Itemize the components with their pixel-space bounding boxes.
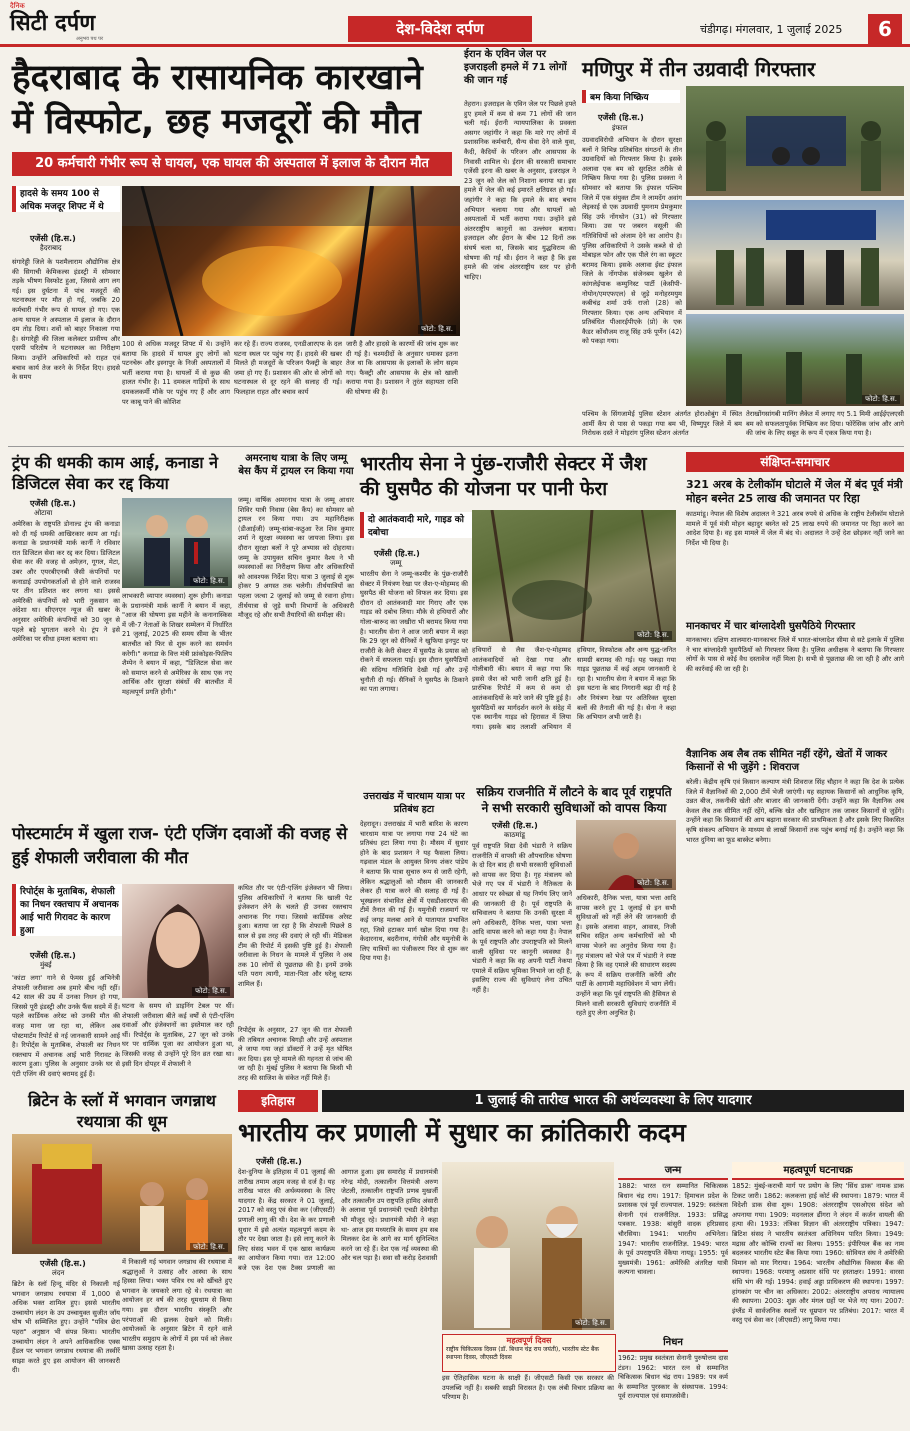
- manipur-photo-1: [686, 86, 904, 196]
- army-body: भारतीय सेना ने जम्मू-कश्मीर के पुंछ-राजौरी सेक्टर में नियंत्रण रेखा पर जैश-ए-मोहम्मद की घुसपैठ की योजना को विफल कर दिया। इस दौरान दो आतंकवादी मार गिराए और एक गाइड को दबोच लिया। मौके से हथियारों और गोला-बारूद का जखीरा भी बरामद किया गया है। भारतीय सेना ने आज जारी बयान में कहा कि 29 जून को सैनिकों ने खुफिया इनपुट पर राजौरी के केरी सेक्टर में घुसपैठ के प्रयास को रोकने में सफलता पाई। इस दौरान घुसपैठियों की संदिग्ध गतिविधि देखी गई और उन्हें चुनौती दी गई। सैनिकों ने घुसपैठ के ठिकाने का पता लगाया।: [360, 570, 468, 694]
- samachar-band: संक्षिप्त-समाचार: [686, 452, 904, 472]
- amarnath-headline: अमरनाथ यात्रा के लिए जम्मू बेस कैंप में ट्रायल रन किया गया: [238, 453, 354, 477]
- uttarakhand-headline: उत्तराखंड में चारधाम यात्रा पर प्रतिबंध हटा: [363, 791, 465, 815]
- mahatvapurn-diwas-box: [442, 1334, 616, 1372]
- britain-headline: ब्रिटेन के स्लॉ में भगवान जगन्नाथ रथयात्रा की धूम: [28, 1091, 216, 1131]
- shefali-body: 'कांटा लगा' गाने से फेमस हुईं अभिनेत्री शेफाली जरीवाला अब हमारे बीच नहीं रहीं। 42 साल की उम्र में उनका निधन हो गया, जिससे पूरी इंडस्ट्री और उनके फैंस सदमे में हैं। पहले कार्डियक अरेस्ट को उनकी मौत की वजह माना जा रहा था, लेकिन अब पोस्टमार्टम रिपोर्ट से नई जानकारी सामने आई है। रिपोर्ट्स के मुताबिक, शेफाली का निधन रक्तचाप में अचानक आई भारी गिरावट के कारण हुआ। पुलिस के अनुसार उनके घर से एंटी एजिंग की दवाएं बरामद हुई हैं।: [12, 974, 120, 1078]
- britain-dateline: लंदन: [52, 1269, 65, 1277]
- manipur-dateline: इंफाल: [612, 124, 628, 132]
- army-headline: भारतीय सेना ने पुंछ-राजौरी सेक्टर में जैश की घुसपैठ की योजना पर पानी फेरा: [360, 453, 647, 500]
- hyderabad-body-4: जारी है और हादसे के कारणों की जांच शुरू कर दी गई है। चश्मदीदों के अनुसार धमाका इतना तेज था कि आसपास के इलाकों के लोग सहम गए। फैक्ट्री और आसपास के क्षेत्र को खाली कराया गया है। प्रशासन ने तुरंत सहायता राशि की घोषणा की है।: [346, 340, 458, 396]
- manipur-headline: मणिपुर में तीन उग्रवादी गिरफ्तार: [582, 57, 816, 81]
- britain-body-2: में निकाली गई भगवान जगन्नाथ की रथयात्रा में श्रद्धालुओं ने उत्साह और आस्था के साथ हिस्सा लिया। भक्त पवित्र रथ को खींचते हुए भगवान के जयकारे लगा रहे थे। रथयात्रा का आयोजन हर वर्ष की तरह धूमधाम से किया गया। इस दौरान भारतीय संस्कृति और परंपराओं की झलक देखने को मिली। आयोजकों के अनुसार ब्रिटेन में रहने वाले भारतीय समुदाय के लोगों में इस पर्व को लेकर खासा उत्साह रहता है।: [122, 1258, 232, 1353]
- ghatna-title: महत्वपूर्ण घटनाचक्र: [732, 1162, 904, 1180]
- nepal-dateline: काठमांडू: [504, 831, 525, 839]
- manipur-photo-2: [686, 200, 904, 310]
- dateline: चंडीगढ़। मंगलवार, 1 जुलाई 2025: [700, 23, 843, 36]
- hyderabad-deck: 20 कर्मचारी गंभीर रूप से घायल, एक घायल की अस्पताल में इलाज के दौरान मौत: [12, 152, 452, 176]
- canada-byline: एजेंसी (हि.स.): [30, 499, 76, 508]
- brand-top: दैनिक: [10, 2, 25, 10]
- nepal-byline: एजेंसी (हि.स.): [492, 821, 538, 830]
- manipur-caption-1: पश्चिम के सिंगजामेई पुलिस स्टेशन अंतर्गत होराओबुंग में स्थित आर्मी कैंप से पास से पकड़ा गया बम भी, विष्णुपुर जिले में बम निरोधक दस्ते ने मोइरांग पुलिस स्टेशन अंतर्गत: [582, 410, 742, 438]
- brand-tagline: अनुभव पथ पर: [76, 36, 103, 42]
- factory-fire-photo: [122, 186, 460, 336]
- canada-body-2: लाभकारी व्यापार व्यवस्था) शुरू होगी। कनाडा के प्रधानमंत्री मार्क कार्नी ने बयान में कहा, "आज की घोषणा इस महीने के कनानास्किस में जी-7 नेताओं के शिखर सम्मेलन में निर्धारित 21 जुलाई, 2025 की समय सीमा के भीतर बातचीत को फिर से शुरू करने का समर्थन करेगी।" कनाडा के वित्त मंत्री फ्रांकोइस-फिलिप शैम्पेन ने बयान में कहा, "डिजिटल सेवा कर को समाप्त करने से अमेरिका के साथ एक नए आर्थिक और सुरक्षा संबंधों की बातचीत में महत्वपूर्ण प्रगति होगी।": [122, 592, 232, 696]
- itihas-headline: भारतीय कर प्रणाली में सुधार का क्रांतिकारी कदम: [238, 1118, 686, 1147]
- diwas-text: राष्ट्रीय चिकित्सक दिवस (डॉ. बिधान चंद्र राय जयंती), भारतीय स्टेट बैंक स्थापना दिवस, जीएसटी दिवस: [446, 1346, 599, 1361]
- army-forest-photo: [472, 510, 676, 642]
- iran-headline: ईरान के एविन जेल पर इजराइली हमले में 71 लोगों की जान गई: [464, 49, 567, 86]
- army-body-2: हथियारों से लैस जैश-ए-मोहम्मद आतंकवादियों को देखा गया और गोलीबारी की। बयान में कहा गया कि इससे जैश को भारी जानी क्षति हुई है। प्रारंभिक रिपोर्ट में कम से कम दो आतंकवादियों के मारे जाने की पुष्टि हुई है। घुसपैठियों का मार्गदर्शन करने के संदेह में एक स्थानीय गाइड को हिरासत में लिया गया। इसके बाद तलाशी अभियान में हथियार, विस्फोटक और अन्य युद्ध-जनित सामग्री बरामद की गई। यह पकड़ा गया गाइड पूछताछ में कई अहम जानकारी दे रहा है। भारतीय सेना ने बयान में कहा कि इस घटना के बाद निगरानी बढ़ा दी गई है और नियंत्रण रेखा पर अतिरिक्त सुरक्षा बलों की तैनाती की गई है। सेना ने कहा कि अभियान अभी जारी है।: [472, 646, 676, 731]
- army-kicker: दो आतंकवादी मारे, गाइड को दबोचा: [360, 512, 476, 538]
- britain-byline: एजेंसी (हि.स.): [40, 1259, 86, 1268]
- janm-body: 1882: भारत रत्न सम्मानित चिकित्सक बिधान चंद्र राय। 1917: हिमाचल प्रदेश के प्रशासक एवं पूर्व राज्यपाल. 1929: स्वतंत्रता सेनानी एवं राजनीतिज्ञ. 1933: प्रसिद्ध पत्रकार. 1938: बांसुरी वादक हरिप्रसाद चौरसिया। 1941: भारतीय अभिनेता। 1947: भारतीय राजनीतिज्ञ. 1949: भारत के पूर्व उपराष्ट्रपति वेंकैया नायडू। 1955: पूर्व मुख्यमंत्री। 1961: अमेरिकी अंतरिक्ष यात्री कल्पना चावला।: [618, 1182, 728, 1277]
- manipur-photo-3: [686, 314, 904, 406]
- trump-carney-photo: [122, 498, 232, 588]
- britain-body: ब्रिटेन के स्लॉ हिन्दू मंदिर से निकाली गई भगवान जगन्नाथ रथयात्रा में 1,000 से अधिक भक्त शामिल हुए। इससे भारतीय उच्चायोग लंदन के उप उच्चायुक्त सुजीत जॉय घोष भी सम्मिलित हुए। उन्होंने "पवित्र छेरा पहरा" अनुष्ठान भी संपन्न किया। भारतीय उच्चायोग लंदन ने अपने आधिकारिक एक्स हैंडल पर भगवान जगन्नाथ रथयात्रा की तस्वीरें साझा करते हुए इस आयोजन की जानकारी दी।: [12, 1280, 120, 1375]
- uttarakhand-body: देहरादून। उत्तराखंड में भारी बारिश के कारण चारधाम यात्रा पर लगाया गया 24 घंटे का प्रतिबंध हटा लिया गया है। मौसम में सुधार होने के बाद प्रशासन ने यह फैसला लिया। गढ़वाल मंडल के आयुक्त विनय शंकर पांडेय ने बताया कि यात्रा सुचारु रूप से जारी रहेगी, लेकिन श्रद्धालुओं को मौसम की जानकारी लेकर ही यात्रा करने की सलाह दी गई है। भूस्खलन संभावित क्षेत्रों में एसडीआरएफ की टीमें तैनात की गई हैं। यमुनोत्री राजमार्ग पर कई जगह मलबा आने से यातायात प्रभावित रहा, जिसे हटाकर मार्ग खोल दिया गया है। केदारनाथ, बदरीनाथ, गंगोत्री और यमुनोत्री के लिए यात्रियों का पंजीकरण फिर से शुरू कर दिया गया है।: [360, 820, 468, 963]
- masthead-rule: [0, 44, 910, 47]
- brand-name: सिटी दर्पण: [10, 11, 96, 36]
- itihas-byline: एजेंसी (हि.स.): [256, 1157, 302, 1166]
- masthead-brand: [10, 2, 130, 42]
- army-photo-credit: फोटो: हि.स.: [634, 631, 672, 640]
- hyderabad-headline: हैदराबाद के रासायनिक कारखाने में विस्फोट, छह मजदूरों की मौत: [12, 58, 423, 142]
- manipur-caption-2: तेराखोंगसांगबी मानिंग लैकेत में लगाए गए 5.1 मिमी आईईएलएसी बम को सफलतापूर्वक निष्क्रिय कर दिया। फोरेंसिक जांच और आगे की जांच के लिए सबूत के रूप में एकत्र किया गया है।: [746, 410, 904, 438]
- row-divider-1: [8, 446, 904, 447]
- nepal-photo-credit: फोटो: हि.स.: [634, 879, 672, 888]
- hyderabad-dateline: हैदराबाद: [40, 244, 62, 252]
- shefali-body-4: रिपोर्ट्स के अनुसार, 27 जून की रात शेफाली की तबियत अचानक बिगड़ी और उन्हें अस्पताल ले जाया गया जहां डॉक्टरों ने उन्हें मृत घोषित कर दिया। इस पूरे मामले की गहनता से जांच की जा रही है। मुंबई पुलिस ने बताया कि किसी भी तरह की साजिश के संकेत नहीं मिले हैं।: [238, 1026, 352, 1082]
- section-title: देश-विदेश दर्पण: [348, 16, 532, 42]
- hyderabad-body-3: कर रहे हैं। राज्य राजस्व, एनडीआरएफ के दल घटना स्थल पर पहुंच गए हैं। हादसे की खबर मिलते ही मजदूरों के परिजन फैक्ट्री के बाहर जमा हो गए हैं। प्रशासन की ओर से लोगों को घटनास्थल से दूर रहने की सलाह दी गई। फिलहाल राहत और बचाव कार्य: [234, 340, 342, 396]
- samachar-body-1: काठमांडू। नेपाल की विशेष अदालत ने 321 अरब रुपये से अधिक के राष्ट्रीय टेलीकॉम घोटाले मामले में पूर्व मंत्री मोहन बहादुर बस्नेत को 25 लाख रुपये की जमानत पर रिहा करने का आदेश दिया है। वह इस मामले में जेल में बंद थे। अदालत ने उन्हें देश छोड़कर नहीं जाने का निर्देश भी दिया है।: [686, 510, 904, 547]
- factory-photo-credit: फोटो: हि.स.: [418, 325, 456, 334]
- amarnath-body: जम्मू। वार्षिक अमरनाथ यात्रा के जम्मू आधार शिविर यात्री निवास (बेस कैंप) का सोमवार को ट्रायल रन किया गया। उप महानिरीक्षक (डीआईजी) जम्मू-सांबा-कठुआ रेंज शिव कुमार शर्मा ने सुरक्षा व्यवस्था का जायजा लिया। इस दौरान सुरक्षा बलों ने पूरे अभ्यास को दोहराया। जम्मू के उपायुक्त सचिन कुमार वैश्य ने भी व्यवस्थाओं का निरीक्षण किया और अधिकारियों को आवश्यक निर्देश दिए। यात्रा 3 जुलाई से शुरू होकर 9 अगस्त तक चलेगी। तीर्थयात्रियों का पहला जत्था 2 जुलाई को जम्मू से रवाना होगा। तीर्थयात्रा से जुड़े सभी विभागों के अधिकारी मौजूद रहे और सभी तैयारियों की समीक्षा की।: [238, 496, 354, 620]
- itihas-body: देश-दुनिया के इतिहास में 01 जुलाई की तारीख तमाम अहम वजह से दर्ज है। यह तारीख भारत की अर्थव्यवस्था के लिए यादगार है। केंद्र सरकार ने 01 जुलाई, 2017 को वस्तु एवं सेवा कर (जीएसटी) प्रणाली लागू की थी। देश के कर प्रणाली सुधार में इसे अत्यंत महत्वपूर्ण कदम के तौर पर देखा जाता है। इसे लागू करने के लिए संसद भवन में एक खास कार्यक्रम का आयोजन किया गया। रात 12:00 बजे एक देश एक टैक्स प्रणाली का आगाज हुआ। इस समारोह में प्रधानमंत्री नरेन्द्र मोदी, तत्कालीन वित्तमंत्री अरुण जेटली, तत्कालीन राष्ट्रपति प्रणब मुखर्जी और तत्कालीन उप राष्ट्रपति हामिद अंसारी के अलावा पूर्व प्रधानमंत्री एचडी देवेगौड़ा भी मौजूद रहे। प्रधानमंत्री मोदी ने कहा था- आज इस मध्यरात्रि के समय हम सब मिलकर देश के आगे का मार्ग सुनिश्चित करने जा रहे हैं। देश एक नई व्यवस्था की ओर चल पड़ा है। सवा सौ करोड़ देशवासी: [238, 1168, 438, 1272]
- shefali-body-2: कथित तौर पर एंटी-एजिंग इंजेक्शन भी लिया। पुलिस अधिकारियों ने बताया कि खाली पेट इंजेक्शन लेने के चलते ही उनका रक्तचाप अचानक गिर गया। जिससे कार्डियक अरेस्ट हुआ। बताया जा रहा है कि शेफाली पिछले 8 साल से इस तरह की दवाएं ले रही थीं। मेडिकल टीम की रिपोर्ट में इसकी पुष्टि हुई है। शेफाली जरीवाला के निधन के मामले में पुलिस ने अब तक 10 लोगों से पूछताछ की है। इनमें उनके पति पराग त्यागी, माता-पिता और घरेलू स्टाफ शामिल हैं।: [238, 884, 352, 988]
- shefali-body-3: घटना के समय वो डाइनिंग टेबल पर थीं। शेफाली जरीवाला बीते कई वर्षों से एंटी-एजिंग दवाओं और इंजेक्शनों का इस्तेमाल कर रही थीं। रिपोर्ट्स के मुताबिक, 27 जून को उनके घर पर धार्मिक पूजा का आयोजन हुआ था, जिसकी वजह से उन्होंने पूरे दिन व्रत रखा था। इसी दिन दोपहर में शेफाली ने: [122, 1002, 234, 1068]
- nidhan-title: निधन: [618, 1334, 728, 1352]
- bhandari-photo: [576, 820, 676, 890]
- samachar-headline-1: 321 अरब के टेलीकॉम घोटाले में जेल में बंद पूर्व मंत्री मोहन बस्नेत 25 लाख की जमानत पर रिहा: [686, 478, 903, 505]
- diwas-title: महत्वपूर्ण दिवस: [506, 1336, 552, 1345]
- rathyatra-photo: [12, 1134, 232, 1254]
- iran-body: तेहरान। इजराइल के एविन जेल पर पिछले हफ्ते हुए हमले में कम से कम 71 लोगों की जान चली गई। ईरानी न्यायपालिका के प्रवक्ता असगर जहांगीर ने कहा कि मारे गए लोगों में प्रशासनिक कर्मचारी, सैन्य सेवा देने वाले युवा, कैदी, कैदियों के परिजन और आसपास के निवासी शामिल थे। ईरान की सरकारी समाचार एजेंसी इरना की खबर के अनुसार, इजराइल ने 23 जून को जेल को निशाना बनाया था। इस हमले में जेल की कई इमारतें क्षतिग्रस्त हो गईं। जहांगीर ने कहा कि हमले के बाद बचाव अभियान चलाया गया और घायलों को अस्पतालों में भर्ती कराया गया। उन्होंने इसे अंतरराष्ट्रीय कानूनों का उल्लंघन बताया। इजराइल और ईरान के बीच 12 दिनों तक संघर्ष चला था, जिसके बाद युद्धविराम की घोषणा की गई थी। ईरान ने कहा है कि इस हमले की जांच अंतरराष्ट्रीय स्तर पर होनी चाहिए।: [464, 100, 576, 281]
- canada-dateline: ओटावा: [34, 509, 53, 517]
- nepal-body: पूर्व राष्ट्रपति विद्या देवी भंडारी ने सक्रिय राजनीति में वापसी की औपचारिक घोषणा के दो दिन बाद ही सभी सरकारी सुविधाओं को वापस कर दिया है। गृह मंत्रालय को भेजे गए पत्र में भंडारी ने नैतिकता के आधार पर स्वेच्छा से यह निर्णय लिए जाने की जानकारी दी है। पूर्व राष्ट्रपति के सचिवालय ने बताया कि उनकी सुरक्षा में लगे अधिकारी, दैनिक भत्ता, यात्रा भत्ता आदि वापस करने को कहा गया है। नेपाल के पूर्व राष्ट्रपति और उपराष्ट्रपति को मिलने वाली सुविधा पर कानूनी व्यवस्था है। भंडारी ने कहा कि वह अपनी पार्टी नेकपा एमाले में सक्रिय भूमिका निभाने जा रही हैं, इसलिए राज्य की सुविधाएं लेना उचित नहीं है।: [472, 842, 572, 994]
- manipur-body: उग्रवादविरोधी अभियान के दौरान सुरक्षा बलों ने विभिन्न प्रतिबंधित संगठनों के तीन उग्रवादियों को गिरफ्तार किया है। इसके अलावा एक बम को सुरक्षित तरीके से निष्क्रिय किया गया है। पुलिस प्रवक्ता ने सोमवार को बताया कि इंफाल पश्चिम जिले में एक संयुक्त टीम ने लामदेंग अवांग लेइकाई से एक उग्रवादी युमनाम प्रेमकुमार सिंह उर्फ नोंगथोन (31) को गिरफ्तार किया। उस पर जबरन वसूली की गतिविधियों को अंजाम देने का आरोप है। पुलिस अधिकारियों ने उसके कब्जे से दो मोबाइल फोन और एक पीले रंग का स्कूटर बरामद किया। इसके अलावा ईस्ट इंफाल जिले के नोंगपोक संजेनबम खुलेन से कांगलेईपाक कम्युनिस्ट पार्टी (केसीपी-नोयोन/एमएफएल) से जुड़े मनोहरमयुम कबीचंद्र शर्मा उर्फ राजो (28) को गिरफ्तार किया। एक अन्य अभियान में प्रतिबंधित पीआरईपीएके (प्रो) के एक कैडर कोंथौजम राजू सिंह उर्फ पूर्णेन (42) को पकड़ा गया।: [582, 136, 682, 346]
- samachar-headline-2: मानकाचर में चार बांग्लादेशी घुसपैठिये गिरफ्तार: [686, 621, 856, 632]
- shefali-dateline: मुंबई: [40, 961, 52, 969]
- nepal-headline: सक्रिय राजनीति में लौटने के बाद पूर्व राष्ट्रपति ने सभी सरकारी सुविधाओं को वापस किया: [476, 785, 672, 815]
- shefali-portrait-photo: [122, 884, 234, 998]
- itihas-band: 1 जुलाई की तारीख भारत की अर्थव्यवस्था के लिए यादगार: [322, 1090, 904, 1112]
- nidhan-body: 1962: प्रमुख स्वतंत्रता सेनानी पुरुषोत्तम दास टंडन। 1962: भारत रत्न से सम्मानित चिकित्सक बिधान चंद्र राय। 1989: पत्र कर्म के सम्मानित पुरस्कार के संस्थापक. 1994: पूर्व राज्यपाल एवं समाजसेवी।: [618, 1354, 728, 1401]
- gst-photo-credit: फोटो: हि.स.: [572, 1319, 610, 1328]
- shefali-kicker: रिपोर्ट्स के मुताबिक, शेफाली का निधन रक्तचाप में अचानक आई भारी गिरावट के कारण हुआ: [12, 884, 124, 936]
- shefali-byline: एजेंसी (हि.स.): [30, 951, 76, 960]
- nepal-body-2: अधिकारी, दैनिक भत्ता, यात्रा भत्ता आदि वापस करने हुए 1 जुलाई से इन सभी सुविधाओं को नहीं लेने की जानकारी दी है। इसके अलावा वाहन, आवास, निजी सचिव सहित अन्य कर्मचारियों को भी वापस भेजने का अनुरोध किया गया है। गृह मंत्रालय को भेजे पत्र में भंडारी ने स्पष्ट किया है कि वह एमाले की साधारण सदस्य के रूप में सक्रिय राजनीति करेंगी और पार्टी के आगामी महाधिवेशन में भाग लेंगी। उन्होंने कहा कि पूर्व राष्ट्रपति की हैसियत से मिलने वाली सरकारी सुविधाएं राजनीति में रहते हुए लेना अनुचित है।: [576, 894, 676, 1018]
- samachar-headline-3: वैज्ञानिक अब लैब तक सीमित नहीं रहेंगे, खेतों में जाकर किसानों से भी जुड़ेंगे : शिवराज: [686, 749, 888, 773]
- army-dateline: जम्मू: [390, 559, 402, 567]
- manipur-byline: एजेंसी (हि.स.): [598, 113, 644, 122]
- shefali-headline: पोस्टमार्टम में खुला राज- एंटी एजिंग दवाओं की वजह से हुई शेफाली जरीवाला की मौत: [12, 824, 348, 867]
- gst-launch-photo: [442, 1162, 614, 1330]
- hyderabad-body-2: 100 से अधिक मजदूर शिफ्ट में थे। उन्होंने बताया कि हादसे में घायल हुए लोगों को पटनचेरू और इस्नापुर के निजी अस्पतालों में भर्ती कराया गया है। घायलों में से कुछ की हालत गंभीर है। 11 दमकल गाड़ियों के साथ दमकलकर्मी मौके पर पहुंच गए हैं और आग पर काबू पाने की कोशिश: [122, 340, 230, 406]
- canada-body: अमेरिका के राष्ट्रपति डोनाल्ड ट्रंप की कनाडा को दी गई धमकी आखिरकार काम आ गई। कनाडा के प्रधानमंत्री मार्क कार्नी ने रविवार रात डिजिटल सेवा कर रद्द कर दिया। डिजिटल सेवा कर की वजह से अमेज़न, गूगल, मेटा, उबर और एयरबीएनबी जैसी कंपनियों पर कनाडाई उपयोगकर्ताओं से होने वाले राजस्व पर तीन प्रतिशत कर लगना था। इससे अमेरिकी कंपनियों को भारी नुकसान का अंदेशा था। सीएनएन न्यूज की खबर के अनुसार अमेरिकी कंपनियों को 30 जून से पहले बड़े भुगतान करने थे। ट्रंप ने इसे अमेरिका पर सीधा हमला बताया था।: [12, 520, 120, 644]
- itihas-label: इतिहास: [238, 1090, 318, 1112]
- samachar-body-2: मानकाचर। दक्षिण शालमारा-मानकाचर जिले में भारत-बांग्लादेश सीमा से सटे इलाके में पुलिस ने चार बांग्लादेशी घुसपैठियों को गिरफ्तार किया है। पुलिस अधीक्षक ने बताया कि गिरफ्तार लोगों के पास से कोई वैध दस्तावेज नहीं मिला है। सभी से पूछताछ की जा रही है और आगे की कार्रवाई की जा रही है।: [686, 636, 904, 673]
- hyderabad-byline: एजेंसी (हि.स.): [30, 234, 76, 243]
- britain-photo-credit: फोटो: हि.स.: [190, 1243, 228, 1252]
- samachar-body-3: बरेली। केंद्रीय कृषि एवं किसान कल्याण मंत्री शिवराज सिंह चौहान ने कहा कि देश के प्रत्येक जिले में वैज्ञानिकों की 2,000 टीमें भेजी जाएंगी। यह सहायक किसानों को आधुनिक कृषि, उन्नत बीज, तकनीकी खेती और बाजार की जानकारी देंगी। उन्होंने कहा कि वैज्ञानिक अब केवल लैब तक सीमित नहीं रहेंगे, बल्कि खेत और खलिहान तक जाकर किसानों से जुड़ेंगे। उन्होंने कहा कि किसानों की आय बढ़ाना सरकार की प्राथमिकता है और इसके लिए विकसित कृषि संकल्प अभियान के माध्यम से लाखों किसानों तक पहुंच बनाई गई है। उन्होंने कहा कि भारत दुनिया का फूड बास्केट बनेगा।: [686, 778, 904, 844]
- janm-title: जन्म: [618, 1162, 728, 1180]
- canada-photo-credit: फोटो: हि.स.: [190, 577, 228, 586]
- manipur-kicker: बम किया निष्क्रिय: [582, 90, 680, 103]
- hyderabad-kicker: हादसे के समय 100 से अधिक मजदूर शिफ्ट में थे: [12, 186, 120, 212]
- itihas-tail: इस ऐतिहासिक घटना के साक्षी हैं। जीएसटी किसी एक सरकार की उपलब्धि नहीं है। सबकी साझी विरासत है। एक लंबी विचार प्रक्रिया का परिणाम है।: [442, 1374, 614, 1402]
- shefali-photo-credit: फोटो: हि.स.: [192, 987, 230, 996]
- manipur-photo-credit: फोटो: हि.स.: [862, 395, 900, 404]
- hyderabad-body-1: संगारेड्डी जिले के पशमैलाराम औद्योगिक क्षेत्र की सिगाची केमिकल्स इंडस्ट्री में सोमवार तड़के भीषण विस्फोट हुआ, जिससे आग लग गई। इस दुर्घटना में पांच मजदूरों की घटनास्थल पर मौत हो गई, जबकि 20 कर्मचारी गंभीर रूप से घायल हो गए। एक अन्य घायल ने अस्पताल में इलाज के दौरान दम तोड़ दिया। शवों को बाहर निकाला गया है। संगारेड्डी की जिला कलेक्टर प्रावीण्य और एसपी परितोष ने घटनास्थल का निरीक्षण किया। उन्होंने अधिकारियों को राहत एवं बचाव कार्य तेज करने के निर्देश दिए। हादसे के समय: [12, 258, 120, 382]
- canada-headline: ट्रंप की धमकी काम आई, कनाडा ने डिजिटल सेवा कर रद्द किया: [12, 453, 219, 493]
- page-number: 6: [868, 14, 902, 44]
- army-byline: एजेंसी (हि.स.): [374, 549, 420, 558]
- ghatna-body: 1852: मुंबई-कराची मार्ग पर प्रयोग के लिए 'सिंध डाक' नामक डाक टिकट जारी। 1862: कलकत्ता हाई कोर्ट की स्थापना। 1879: भारत में विदेशी डाक सेवा शुरू। 1908: अंतरराष्ट्रीय एसओएस संदेश को अपनाया गया। 1909: मदनलाल ढींगरा ने लंदन में कर्जन वायली की हत्या की। 1933: तंत्रिका विज्ञान की अंतरराष्ट्रीय पत्रिका। 1947: ब्रिटिश संसद ने भारतीय स्वतंत्रता अधिनियम पारित किया। 1949: मद्रास और कोच्चि राज्यों का विलय। 1955: इंपीरियल बैंक का नाम बदलकर भारतीय स्टेट बैंक किया गया। 1960: सोवियत संघ ने अमेरिकी विमान को मार गिराया। 1964: भारतीय औद्योगिक विकास बैंक की स्थापना। 1968: परमाणु अप्रसार संधि पर हस्ताक्षर। 1991: वारसा संधि भंग की गई। 1994: हवाई अड्डा प्राधिकरण की स्थापना। 1997: हांगकांग पर चीन का अधिकार। 2002: अंतरराष्ट्रीय अपराध न्यायालय की स्थापना। 2003: शुक्र और मंगल ग्रहों पर भेजे गए यान। 2007: इंग्लैंड में सार्वजनिक स्थलों पर धूम्रपान पर प्रतिबंध। 2017: भारत में वस्तु एवं सेवा कर (जीएसटी) लागू किया गया।: [732, 1182, 904, 1325]
